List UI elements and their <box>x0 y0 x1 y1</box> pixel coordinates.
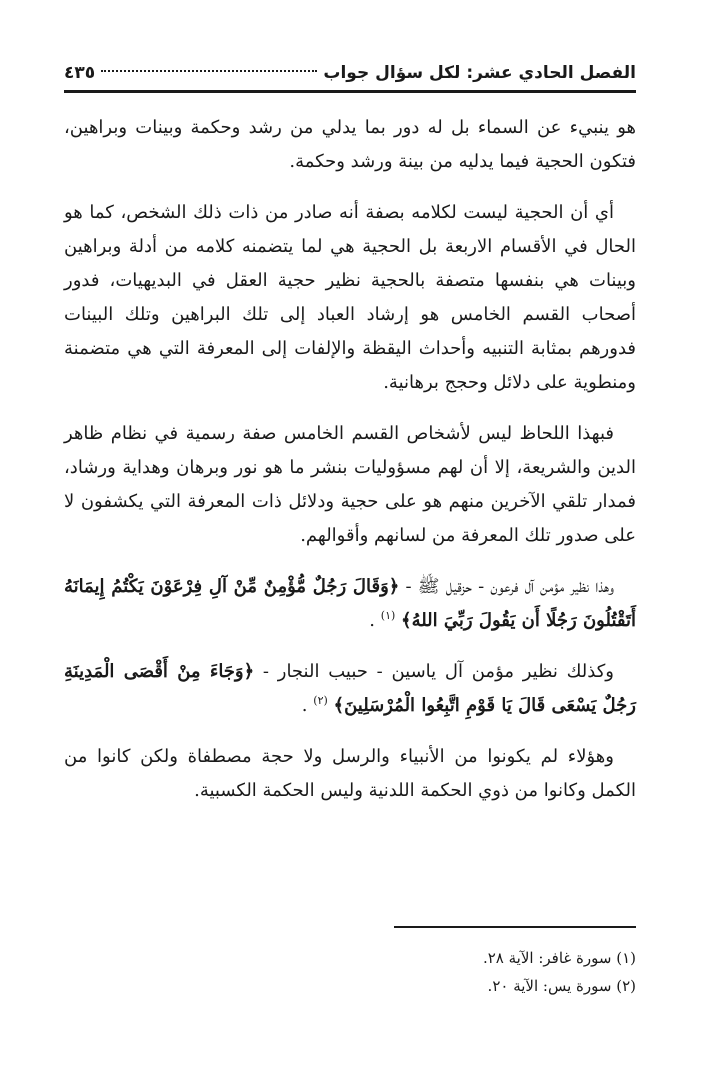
sentence-end: . <box>369 610 376 631</box>
paragraph-5 <box>64 655 636 723</box>
sentence-end: . <box>301 695 308 716</box>
paragraph-intro: وهذا نظير مؤمن آل فرعون - حزقيل ﷺ - <box>399 576 614 597</box>
paragraph-4 <box>64 570 636 638</box>
quran-verse: ﴿وَقَالَ رَجُلٌ مُّؤْمِنٌ مِّنْ آلِ فِرْعَوْنَ يَكْتُمُ إِيمَانَهُ أَتَقْتُلُونَ رَجُلًا أَن يَقُولَ رَبِّيَ اللهُ﴾ <box>64 576 636 631</box>
paragraph-2 <box>64 196 636 400</box>
paragraph-6 <box>64 740 636 808</box>
footnote-rule <box>394 926 636 928</box>
paragraph-text: أي أن الحجية ليست لكلامه بصفة أنه صادر من ذات ذلك الشخص، كما هو الحال في الأقسام الاربعة بل الحجية هي لما يتضمنه كلامه من أدلة وبراهين وبينات هي بنفسها متصفة بالحجية نظير حجية العقل في البديهيات، فدور أصحاب القسم الخامس هو إرشاد العباد إلى تلك البراهين وتلك البينات فدورهم بمثابة التنبيه وأحداث اليقظة والإلفات إلى المعرفة التي هي متضمنة ومنطوية على دلائل وحجج برهانية. <box>64 202 636 393</box>
page <box>64 58 636 995</box>
page-number: ٤٣٥ <box>64 63 96 83</box>
footnote-2: (٢) سورة يس: الآية ٢٠. <box>487 977 636 995</box>
paragraph-text: فبهذا اللحاظ ليس لأشخاص القسم الخامس صفة رسمية في نظام ظاهر الدين والشريعة، إلا أن لهم مسؤوليات بنشر ما هو نور وبرهان وهداية ورشاد، فمدار تلقي الآخرين منهم هو على حجية ودلائل ذات المعرفة التي يكشفون لا على صدور تلك المعرفة من لسانهم وأقوالهم. <box>64 423 636 546</box>
paragraph-text: هو ينبيء عن السماء بل له دور بما يدلي من رشد وحكمة وبينات وبراهين، فتكون الحجية فيما يدليه من بينة ورشد وحكمة. <box>64 117 636 172</box>
paragraph-text: وهؤلاء لم يكونوا من الأنبياء والرسل ولا حجة مصطفاة ولكن كانوا من الكمل وكانوا من ذوي الحكمة اللدنية وليس الحكمة الكسبية. <box>64 746 636 801</box>
paragraph-intro: وكذلك نظير مؤمن آل ياسين - حبيب النجار - <box>254 661 614 682</box>
leader-dots <box>101 69 317 72</box>
body-text <box>64 111 636 808</box>
paragraph-1 <box>64 111 636 179</box>
quran-verse: ﴿وَجَاءَ مِنْ أَقْصَى الْمَدِينَةِ رَجُلٌ يَسْعَى قَالَ يَا قَوْمِ اتَّبِعُوا الْمُرْسَلِينَ﴾ <box>64 661 636 716</box>
running-header <box>64 58 636 88</box>
footnote-reference: (١) <box>380 609 396 622</box>
footnotes <box>64 944 636 1000</box>
footnote-reference: (٢) <box>313 694 328 707</box>
chapter-title: الفصل الحادي عشر: لكل سؤال جواب <box>323 63 636 83</box>
footnote-1: (١) سورة غافر: الآية ٢٨. <box>482 949 636 967</box>
paragraph-3 <box>64 417 636 553</box>
header-rule <box>64 90 636 93</box>
